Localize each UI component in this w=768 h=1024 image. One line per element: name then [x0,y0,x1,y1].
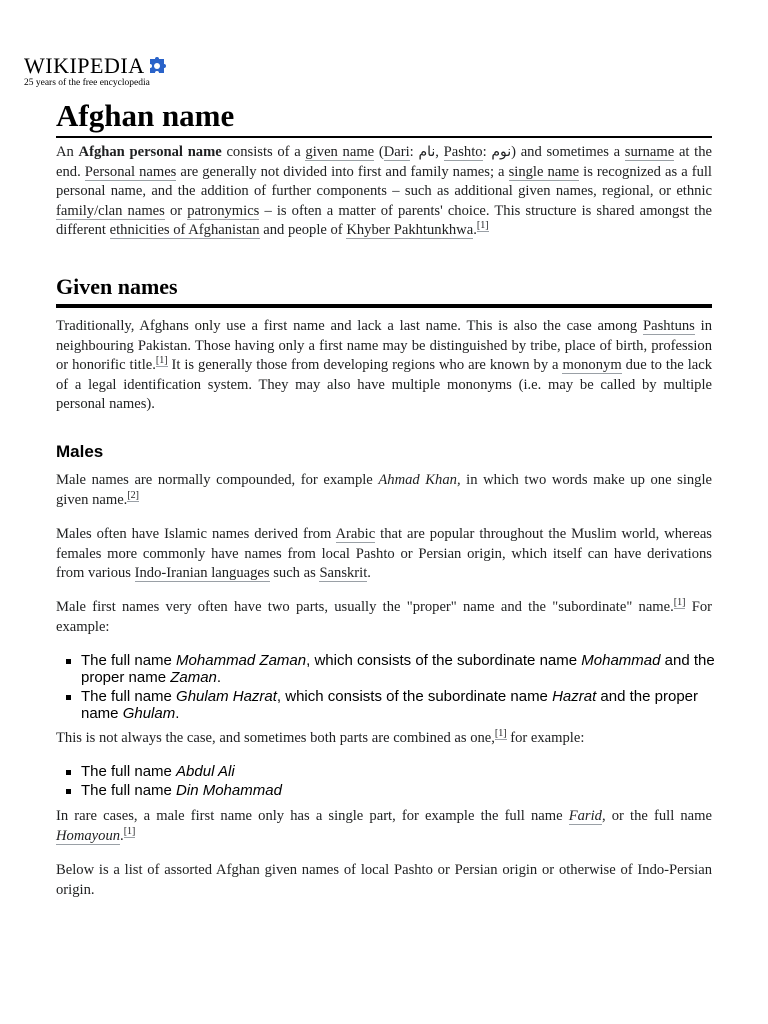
dari-word: نام [418,144,436,160]
bold-term: Afghan personal name [78,144,222,160]
list-item: The full name Mohammad Zaman, which consists of the subordinate name Mohammad and the proper name Zaman. [81,652,737,686]
link-sanskrit[interactable]: Sanskrit [319,565,368,582]
wikipedia-tagline: 25 years of the free encyclopedia [24,78,150,88]
reference-link[interactable]: [1] [476,220,489,232]
intro-paragraph: An Afghan personal name consists of a given name (Dari: نام, Pashto: نوم) and sometimes a surname at the end. Personal names are generally not divided into first and family names; a single name is recognized as a full personal name, and the addition of further components – such as additional given names, regional, or ethnic family/clan names or patronymics – is often a matter of parents' choice. This structure is shared amongst the different ethnicities of Afghanistan and people of Khyber Pakhtunkhwa.[1] [56,144,713,239]
heading-divider [56,304,712,306]
pashto-word: نوم [491,144,512,160]
link-ethnicities[interactable]: ethnicities of Afghanistan [109,222,260,239]
link-personal-names[interactable]: Personal names [84,163,177,180]
page-title: Afghan name [56,96,712,138]
link-given-name[interactable]: given name [305,144,375,160]
males-paragraph-5: In rare cases, a male first name only has a single part, for example the full name Farid, or the full name Homayoun.[1] [56,808,712,844]
wordmark-text: WIKIPEDIA [24,53,145,78]
link-arabic[interactable]: Arabic [335,526,376,542]
link-homayoun[interactable]: Homayoun [56,827,121,844]
example-name: Ahmad Khan [378,472,457,488]
list-item: The full name Din Mohammad [81,782,737,799]
link-farid[interactable]: Farid [568,808,602,824]
combined-names-list [56,763,737,801]
link-family-clan-names[interactable]: family/clan names [56,202,165,219]
puzzle-globe-icon [146,55,168,77]
link-patronymics[interactable]: patronymics [187,202,260,219]
list-item: The full name Ghulam Hazrat, which consists of the subordinate name Hazrat and the proper name Ghulam. [81,688,737,722]
list-item: The full name Abdul Ali [81,763,737,780]
males-paragraph-2: Males often have Islamic names derived from Arabic that are popular throughout the Muslim world, whereas females more commonly have names from local Pashto or Persian origin, which itself can have derivations from various Indo-Iranian languages such as Sanskrit. [56,526,712,582]
reference-link[interactable]: [1] [494,728,507,739]
compound-names-list [56,652,737,724]
section-heading-given-names [56,274,712,308]
link-dari[interactable]: Dari [383,144,410,160]
wikipedia-wordmark [24,52,168,80]
reference-link[interactable]: [2] [127,489,139,501]
given-names-paragraph: Traditionally, Afghans only use a first name and lack a last name. This is also the case among Pashtuns in neighbouring Pakistan. Those having only a first name may be distinguished by tribe, place of birth, profession or honorific title.[1] It is generally those from developing regions who are known by a mononym due to the lack of a legal identification system. They may also have multiple mononyms (i.e. may be called by multiple personal names). [56,318,713,413]
males-paragraph-6: Below is a list of assorted Afghan given names of local Pashto or Persian origin or otherwise of Indo-Persian origin. [56,862,712,898]
males-paragraph-1: Male names are normally compounded, for example Ahmad Khan, in which two words make up one single given name.[2] [56,472,712,508]
link-pashtuns[interactable]: Pashtuns [642,318,695,334]
link-indo-iranian-languages[interactable]: Indo-Iranian languages [134,565,270,582]
link-pashto[interactable]: Pashto [443,144,483,160]
males-paragraph-3: Male first names very often have two parts, usually the "proper" name and the "subordinate" name.[1] For example: [56,597,713,635]
given-names-heading: Given names [56,274,178,299]
reference-link[interactable]: [1] [673,597,686,608]
link-surname[interactable]: surname [624,144,675,160]
males-paragraph-4: This is not always the case, and sometimes both parts are combined as one,[1] for example: [56,728,585,746]
reference-link[interactable]: [1] [155,355,168,367]
link-mononym[interactable]: mononym [562,357,622,374]
males-heading: Males [56,442,104,461]
link-khyber-pakhtunkhwa[interactable]: Khyber Pakhtunkhwa [346,222,474,239]
link-single-name[interactable]: single name [508,163,580,180]
reference-link[interactable]: [1] [123,825,136,837]
wikipedia-logo[interactable] [24,52,168,88]
